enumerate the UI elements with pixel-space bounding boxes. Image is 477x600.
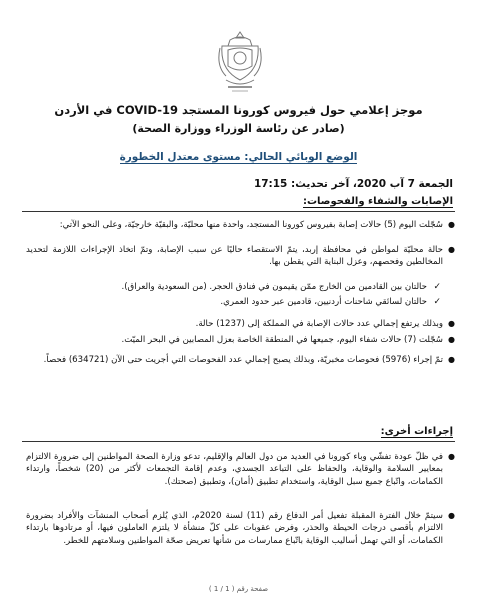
bullet-icon: ● bbox=[448, 355, 455, 364]
list-item: ● سُجّلت (7) حالات شفاء اليوم، جميعها في المنطقة الخاصة بعزل المصابين في البحر الميّت. bbox=[121, 335, 455, 345]
bullet-icon: ● bbox=[448, 319, 455, 328]
date-updated: الجمعة 7 آب 2020، آخر تحديث: 17:15 bbox=[253, 178, 453, 190]
bullet-icon: ● bbox=[448, 511, 455, 520]
bullet-icon: ● bbox=[448, 245, 455, 254]
epidemic-status bbox=[0, 151, 477, 163]
section-heading-cases: الإصابات والشفاء والفحوصات: bbox=[303, 196, 453, 207]
list-item: ● في ظلّ عودة تفشّي وباء كورونا في العديد من دول العالم والإقليم، تدعو وزارة الصحة المواطنين إلى ضرورة الالتزام بمعايير السلامة والوقاية، والحفاظ على التباعد الجسدي، وعدم إقامة التجمعات لأكثر من (20) شخصاً، وارتداء الكمامات، واتّباع جميع سبل الوقاية، واستخدام تطبيق (أمان)، وتطبيق (صحتك). bbox=[26, 452, 455, 487]
list-item: ✓ حالتان لسائقي شاحنات أردنيين، قادمين عبر حدود العمري. bbox=[40, 296, 441, 308]
epidemic-status-label: الوضع الوبائي الحالي: مستوى معتدل الخطورة bbox=[119, 151, 358, 163]
checkmark-icon: ✓ bbox=[433, 282, 441, 292]
bullet-icon: ● bbox=[448, 452, 455, 461]
briefing-title: موجز إعلامي حول فيروس كورونا المستجد COVID-19 في الأردن bbox=[54, 103, 423, 117]
section-heading-other-measures: إجراءات أخرى: bbox=[380, 426, 453, 437]
checkmark-icon: ✓ bbox=[433, 297, 441, 307]
briefing-issuer: (صادر عن رئاسة الوزراء ووزارة الصحة) bbox=[132, 122, 345, 135]
list-item: ● حالة محليّة لمواطن في محافظة إربد، يتمّ الاستقصاء حاليًا عن سبب الإصابة، وتمّ اتخاذ الإجراءات اللازمة لتحديد المخالطين وفحصهم، وعزل البناية التي يقطن بها. bbox=[26, 245, 455, 268]
list-item: ● سيتمّ خلال الفترة المقبلة تفعيل أمر الدفاع رقم (11) لسنة 2020م، الذي يُلزم أصحاب المنشآت والأفراد بضرورة الالتزام بأقصى درجات الحيطة والحذر، وفرض عقوبات على كلّ منشأة لا يلتزم العاملون فيها، أو مرتادوها بارتداء الكمامات، أو التي تهمل أساليب الوقاية باتّباع ممارسات من شأنها تعريض صحّة المواطنين وسلامتهم للخطر. bbox=[26, 511, 455, 546]
list-item: ● وبذلك يرتفع إجمالي عدد حالات الإصابة في المملكة إلى (1237) حالة. bbox=[195, 319, 455, 329]
page-number: صفحة رقم ( 1 / 1 ) bbox=[208, 585, 269, 593]
list-item: ✓ حالتان بين القادمين من الخارج ممّن يقيمون في فنادق الحجر. (من السعودية والعراق). bbox=[40, 281, 441, 293]
section-divider bbox=[22, 211, 455, 212]
bullet-icon: ● bbox=[448, 220, 455, 229]
section-divider bbox=[22, 441, 455, 442]
jordan-royal-crest-emblem bbox=[216, 30, 264, 94]
list-item: ● سُجّلت اليوم (5) حالات إصابة بفيروس كورونا المستجد، واحدة منها محليّة، والبقيّة خارجيّة، وعلى النحو الآتي: bbox=[59, 220, 455, 230]
list-item: ● تمّ إجراء (5976) فحوصات مخبريّة، وبذلك يصبح إجمالي عدد الفحوصات التي أجريت حتى الآن (634721) فحصاً. bbox=[43, 355, 455, 365]
bullet-icon: ● bbox=[448, 335, 455, 344]
